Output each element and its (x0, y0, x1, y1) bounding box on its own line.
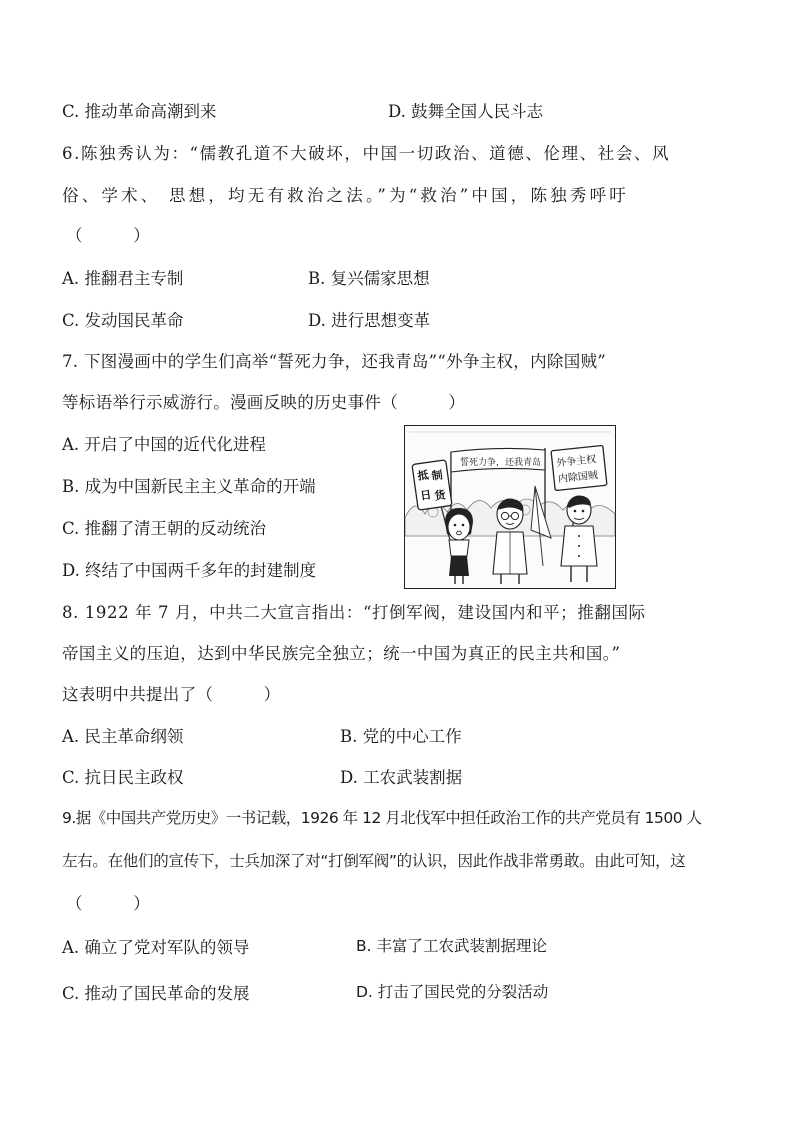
q8-option-c[interactable]: C. 抗日民主政权 (62, 768, 184, 787)
q6-option-b[interactable]: B. 复兴儒家思想 (308, 269, 430, 288)
q8-stem-line-2: 帝国主义的压迫，达到中华民族完全独立；统一中国为真正的民主共和国。” (62, 644, 621, 663)
sign-left (412, 460, 452, 510)
q6-option-a[interactable]: A. 推翻君主专制 (62, 269, 184, 288)
protest-cartoon-drawing (405, 426, 615, 588)
q7-option-b[interactable]: B. 成为中国新民主主义革命的开端 (62, 477, 316, 496)
q5-option-c[interactable]: C. 推动革命高潮到来 (62, 102, 217, 121)
banner-middle-text: 誓死力争，还我青岛 (460, 458, 542, 468)
sign-right-line-1: 外争主权 (555, 454, 597, 470)
sign-left-char-3: 日 (419, 488, 433, 503)
q8-stem-line-3: 这表明中共提出了（ ） (62, 685, 281, 704)
q7-stem-line-2: 等标语举行示威游行。漫画反映的历史事件（ ） (62, 393, 466, 412)
q8-stem-line-1: 8. 1922 年 7 月，中共二大宣言指出：“打倒军阀，建设国内和平；推翻国际 (62, 603, 646, 622)
q8-option-b[interactable]: B. 党的中心工作 (340, 727, 462, 746)
figure-girl (445, 508, 473, 584)
protest-cartoon-image (404, 425, 616, 589)
sign-left-char-4: 货 (433, 488, 447, 503)
q9-option-b[interactable]: B. 丰富了工农武装割据理论 (356, 937, 547, 955)
q6-option-d[interactable]: D. 进行思想变革 (308, 311, 431, 330)
sign-left-char-1: 抵 (416, 468, 430, 483)
q7-option-c[interactable]: C. 推翻了清王朝的反动统治 (62, 519, 267, 538)
q8-option-a[interactable]: A. 民主革命纲领 (62, 727, 184, 746)
figure-student-glasses (493, 499, 527, 584)
q9-stem-line-1: 9.据《中国共产党历史》一书记载，1926 年 12 月北伐军中担任政治工作的共产党员有 1500 人 (62, 809, 702, 827)
q9-stem-line-2: 左右。在他们的宣传下，士兵加深了对“打倒军阀”的认识，因此作战非常勇敢。由此可知，这 (62, 852, 686, 870)
sign-right-line-2: 内除国贼 (557, 470, 599, 486)
q9-answer-blank: （ ） (66, 894, 150, 913)
q6-stem-line-2: 俗、学术、 思想，均无有救治之法。”为“救治”中国，陈独秀呼吁 (62, 186, 630, 205)
q7-stem-line-1: 7. 下图漫画中的学生们高举“誓死力争，还我青岛”“外争主权，内除国贼” (62, 352, 607, 371)
q6-stem-line-1: 6.陈独秀认为：“儒教孔道不大破坏，中国一切政治、道德、伦理、社会、风 (62, 144, 671, 163)
q9-option-a[interactable]: A. 确立了党对军队的领导 (62, 938, 250, 957)
q6-option-c[interactable]: C. 发动国民革命 (62, 311, 184, 330)
q5-option-d[interactable]: D. 鼓舞全国人民斗志 (388, 102, 544, 121)
sign-left-char-2: 制 (430, 468, 444, 483)
q8-option-d[interactable]: D. 工农武装割据 (340, 768, 463, 787)
q9-option-c[interactable]: C. 推动了国民革命的发展 (62, 984, 250, 1003)
q9-option-d[interactable]: D. 打击了国民党的分裂活动 (356, 983, 549, 1001)
q7-option-a[interactable]: A. 开启了中国的近代化进程 (62, 435, 266, 454)
q7-option-d[interactable]: D. 终结了中国两千多年的封建制度 (62, 561, 317, 580)
q6-answer-blank: （ ） (66, 226, 150, 245)
